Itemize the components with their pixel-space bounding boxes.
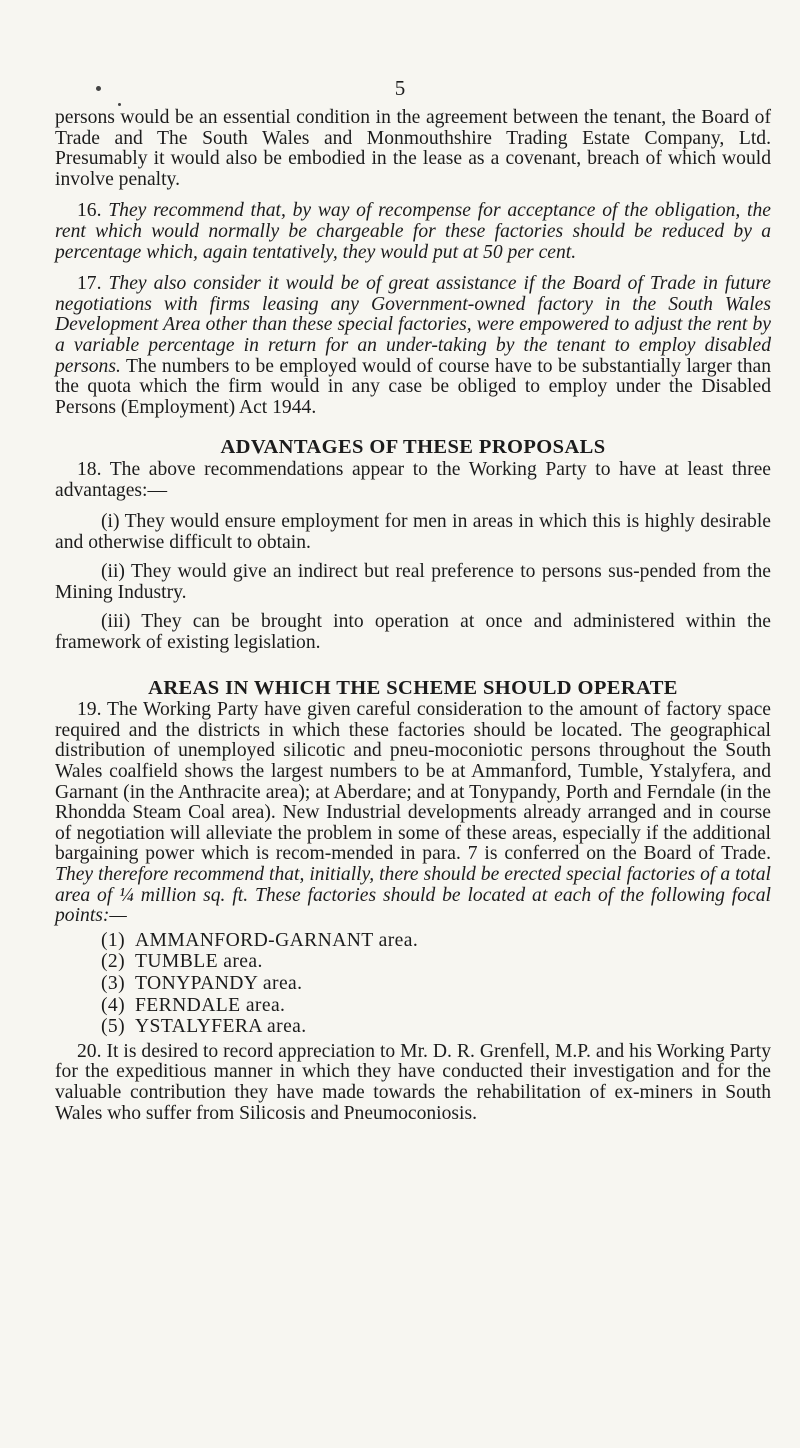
advantage-item: (iii) They can be brought into operation at once and administered within the framework of existing legislation. <box>55 611 771 654</box>
paragraph-19-italic: They therefore recommend that, initially, there should be erected special factories of a total area of ¼ million sq. ft. These factories should be located at each of the following focal points:— <box>55 864 771 927</box>
paragraph-16-number: 16. <box>77 200 102 222</box>
paragraph-17-italic: They also consider it would be of great assistance if the Board of Trade in future negotiations with firms leasing any Government-owned factory in the South Wales Development Area other than these special factories, were empowered to adjust the rent by a variable percentage in return for an under-taking by the tenant to employ disabled persons. <box>55 273 771 377</box>
paragraph-18: 18. The above recommendations appear to the Working Party to have at least three advantages:— <box>55 458 771 501</box>
advantage-item: (i) They would ensure employment for men in areas in which this is highly desirable and otherwise difficult to obtain. <box>55 511 771 553</box>
advantage-item: (ii) They would give an indirect but real preference to persons sus-pended from the Mining Industry. <box>55 561 771 603</box>
paragraph-17-roman: The numbers to be employed would of course have to be substantially larger than the quota which the firm would in any case be obliged to employ under the Disabled Persons (Employment) Act 1944. <box>55 355 771 418</box>
focal-point-number: (2) <box>101 951 126 973</box>
paragraph-19 <box>55 700 771 927</box>
paragraph-20: 20. It is desired to record appreciation to Mr. D. R. Grenfell, M.P. and his Working Party for the expeditious manner in which they have conducted their investigation and for the valuable contribution they have made towards the rehabilitation of ex-miners in South Wales who suffer from Silicosis and Pneumoconiosis. <box>55 1040 771 1124</box>
focal-point-number: (1) <box>101 929 126 951</box>
paragraph-19-roman: 19. The Working Party have given careful consideration to the amount of factory space required and the districts in which these factories should be located. The geographical distribution of unemployed silicotic and pneu-moconiotic persons throughout the South Wales coalfield shows the largest numbers to be at Ammanford, Tumble, Ystalyfera, and Garnant (in the Anthracite area); at Aberdare; and at Tonypandy, Porth and Ferndale (in the Rhondda Steam Coal area). New Industrial developments already arranged and in course of negotiation will alleviate the problem in some of these areas, especially if the additional bargaining power which is recom-mended in para. 7 is conferred on the Board of Trade. <box>55 699 771 865</box>
focal-point-name: AMMANFORD-GARNANT area. <box>135 929 419 951</box>
focal-point-item <box>55 996 771 1017</box>
focal-point-name: TONYPANDY area. <box>135 972 303 994</box>
page-number: 5 <box>394 76 406 100</box>
paragraph-17 <box>55 274 771 418</box>
focal-point-item <box>55 952 771 973</box>
heading-areas: AREAS IN WHICH THE SCHEME SHOULD OPERATE <box>148 676 678 699</box>
focal-point-item <box>55 974 771 995</box>
focal-point-item <box>55 931 771 952</box>
focal-point-number: (3) <box>101 972 126 994</box>
focal-points-list <box>55 931 771 1038</box>
paragraph-17-number: 17. <box>77 273 102 295</box>
focal-point-number: (5) <box>101 1016 126 1038</box>
focal-point-name: FERNDALE area. <box>135 994 286 1016</box>
paragraph-16-text: They recommend that, by way of recompense for acceptance of the obligation, the rent which would normally be chargeable for these factories should be reduced by a percentage which, again tentatively, they would put at 50 per cent. <box>55 200 771 263</box>
body-text <box>55 108 771 1135</box>
paragraph-continuation: persons would be an essential condition in the agreement between the tenant, the Board of Trade and The South Wales and Monmouthshire Trading Estate Company, Ltd. Presumably it would also be embodied in the lease as a covenant, breach of which would involve penalty. <box>55 107 771 190</box>
heading-advantages: ADVANTAGES OF THESE PROPOSALS <box>220 436 606 459</box>
print-speck <box>118 103 121 106</box>
focal-point-number: (4) <box>101 994 126 1016</box>
focal-point-name: YSTALYFERA area. <box>135 1016 307 1038</box>
focal-point-item <box>55 1017 771 1038</box>
paragraph-16 <box>55 201 771 263</box>
focal-point-name: TUMBLE area. <box>135 951 263 973</box>
